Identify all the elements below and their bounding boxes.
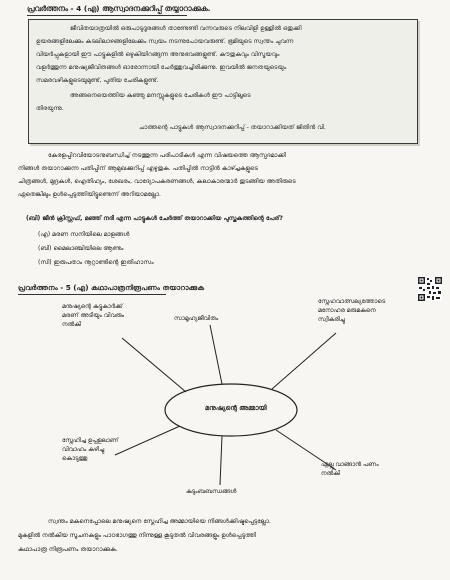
quote-credit: ചാത്തന്റെ പാട്ടുകൾ ആസ്വാദനക്കുറിപ്പ് - തയാറാക്കിയത് ജിതിൻ വി. [139, 124, 326, 131]
spoke-label-top-center: സാമൂഹ്യജീവിതം [174, 315, 219, 322]
quote-line: അങ്ങനെയെത്തിയ കുഞ്ഞു മനസ്സുകളുടെ ചേരികൾ ഈ പാട്ടിലൂടെ [70, 92, 251, 99]
map-center-label: മനുഷ്യന്റെ അമ്മായി [205, 404, 267, 412]
paragraph-line: നിങ്ങൾ തയാറാക്കുന്ന പതിപ്പിന് ആമുഖക്കുറിപ്പ് എഴുതുക. പതിപ്പിൽ നാട്ടിൻ കാഴ്ച്ചകളുടെ [18, 165, 258, 172]
question-option: (എ) മരണ സനിയിലെ മാളങ്ങൾ [38, 231, 130, 238]
spoke-label-bottom-center: കുടുംബബന്ധങ്ങൾ [186, 488, 237, 495]
spoke-label-top-right: സ്നേഹവാത്സല്യത്തോടെ മനോഹര മരുമകനെ സ്വീകരിച്ചു [318, 298, 386, 323]
paragraph-line: കഥാപാത്ര നിരൂപണം തയാറാക്കുക. [18, 546, 118, 553]
paragraph-line: ഏതെങ്കിലും ഉൾപ്പെടുത്തിയിട്ടുണ്ടെന്ന് അറിയാമല്ലോ. [18, 191, 161, 198]
activity-4-heading: പ്രവർത്തനം - 4 (എ) ആസ്വാദനക്കുറിപ്പ് തയ്യാറാക്കുക. [27, 4, 211, 14]
paragraph-line: മുകളിൽ നൽകിയ സൂചനകളും പാഠഭാഗത്തു നിന്നുള്ള കൂടുതൽ വിവരങ്ങളും ഉൾപ്പെടുത്തി [18, 532, 257, 539]
paragraph-line: ചിത്രങ്ങൾ, മുദ്രകൾ, ഐതിഹ്യം, ശേഖരം, വാദ്യോപകരണങ്ങൾ, കലാകാരന്മാർ തുടങ്ങിയ അതിരുടെ [18, 178, 296, 185]
spoke-label-top-left: മനുഷ്യന്റെ കുട്ടുകാർക്ക് മരണ് അടിയും വിവരും നൽകി [62, 303, 125, 328]
question-option: (ബി) മൈലാഞ്ചിയിലെ ആണ്ടം [38, 245, 124, 252]
quote-line: സമരവഴികളുടെയുമുണ്ട്, പുതിയ ചേരികളുണ്ട്. [36, 77, 159, 84]
quote-line: വിയർപ്പുകളായി ഈ പാട്ടുകളിൽ ഒഴുകിയിറങ്ങുന്ന അനുഭവങ്ങളുണ്ട്. കൗതുകവും വിസ്മയവും [36, 51, 280, 58]
spoke-line [220, 436, 222, 485]
spoke-line [272, 333, 336, 389]
quote-line: ഉയരങ്ങളിലേക്കും കടലിലാഴങ്ങളിലേക്കും സ്വയം നടന്നുപോയവരുണ്ട്. ഭൂമിയുടെ സ്വന്തം ചുവന്ന [36, 38, 294, 45]
quote-line: വളർത്തുന്ന മനുഷ്യജീവിതങ്ങൾ ഓരോന്നായി ചേർത്തുവച്ചിരിക്കുന്നു. ഇവയിൽ ജനതയുടെയും [36, 64, 287, 71]
quote-line: ജീവിതയാത്രയിൽ ഒരുപാടുദൂരങ്ങൾ താണ്ടേണ്ടി വന്നവരുടെ നിലവിളി ഉള്ളിൽ ഒതുക്കി [70, 25, 302, 32]
quote-line: തിരയുന്നു. [36, 105, 64, 112]
spoke-line [122, 338, 186, 392]
paragraph-line: കേരളപ്പിറവിയോടനുബന്ധിച്ച് നടത്തുന്ന പരിപാടികൾ എന്ന വിഷയത്തെ ആസ്പദമാക്കി [48, 152, 287, 159]
spoke-label-bottom-right: ഏല്ലു വാങ്ങാൻ പണം നൽകി [321, 461, 379, 477]
spoke-line [210, 325, 222, 384]
question-option: (സി) ഇരുപതാം നൂറ്റാണ്ടിന്റെ ഇതിഹാസം [38, 259, 154, 266]
question-stem: (ബി) ജീൻ ക്രിസ്റ്റഫ്, മഞ്ഞ് നദി എന്ന പാട്ടുകൾ ചേർത്ത് തയാറാക്കിയ പുസ്തകത്തിന്റെ പേര്? [26, 215, 283, 222]
paragraph-line: സ്വന്തം മകനെപ്പോലെ മനുഷ്യനെ സ്നേഹിച്ച അമ്മായിയെ നിങ്ങൾക്കിഷ്ടപ്പെട്ടല്ലോ. [48, 518, 271, 525]
spoke-label-bottom-left: സ്നേഹിച്ച ഉപ്പളലാണ് വിവാഹം കഴിച്ചു കൊടുത്തു [62, 437, 119, 462]
activity-5-heading: പ്രവർത്തനം - 5 (എ) കഥാപാത്രനിരൂപണം തയാറാക്കുക [18, 283, 204, 293]
